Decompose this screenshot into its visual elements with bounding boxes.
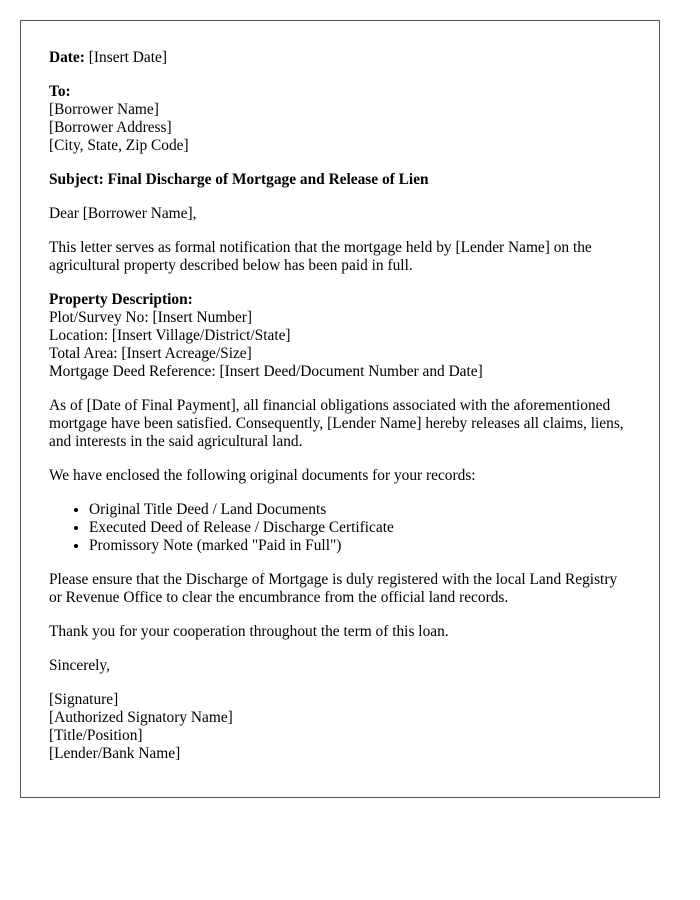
- closing: Sincerely,: [49, 657, 110, 674]
- recipient-city-state-zip: [City, State, Zip Code]: [49, 137, 189, 154]
- property-area-line: Total Area: [Insert Acreage/Size]: [49, 345, 252, 362]
- property-plot-line: Plot/Survey No: [Insert Number]: [49, 309, 253, 326]
- subject-line: [49, 171, 631, 189]
- enclosed-intro: We have enclosed the following original documents for your records:: [49, 467, 476, 484]
- recipient-block: [49, 83, 631, 155]
- recipient-address: [Borrower Address]: [49, 119, 172, 136]
- intro-paragraph: This letter serves as formal notification that the mortgage held by [Lender Name] on the agricultural property described below has been paid in full.: [49, 239, 592, 274]
- recipient-label: To:: [49, 83, 71, 100]
- date-line: [49, 49, 631, 67]
- letter-page: [20, 20, 660, 798]
- enclosed-documents-list: [49, 501, 631, 555]
- list-item: • Promissory Note (marked "Paid in Full"): [89, 537, 631, 555]
- property-description-block: [49, 291, 631, 381]
- registration-paragraph: Please ensure that the Discharge of Mortgage is duly registered with the local Land Registry or Revenue Office to clear the encumbrance from the official land records.: [49, 571, 618, 606]
- subject-text: Subject: Final Discharge of Mortgage and Release of Lien: [49, 171, 429, 188]
- recipient-name: [Borrower Name]: [49, 101, 159, 118]
- property-heading: Property Description:: [49, 291, 193, 308]
- release-paragraph: As of [Date of Final Payment], all financial obligations associated with the aforementioned mortgage have been satisfied. Consequently, [Lender Name] hereby releases all claims, liens, and interests in the said agricultural land.: [49, 397, 624, 450]
- property-location-line: Location: [Insert Village/District/State]: [49, 327, 291, 344]
- date-label: Date:: [49, 49, 85, 66]
- property-deed-line: Mortgage Deed Reference: [Insert Deed/Document Number and Date]: [49, 363, 483, 380]
- list-item: • Original Title Deed / Land Documents: [89, 501, 631, 519]
- signature-line: [Signature]: [49, 691, 119, 708]
- salutation: Dear [Borrower Name],: [49, 205, 197, 222]
- signature-block: [49, 691, 631, 763]
- signatory-title: [Title/Position]: [49, 727, 143, 744]
- lender-bank-name: [Lender/Bank Name]: [49, 745, 181, 762]
- signatory-name: [Authorized Signatory Name]: [49, 709, 233, 726]
- date-value: [Insert Date]: [84, 49, 167, 66]
- list-item: • Executed Deed of Release / Discharge Certificate: [89, 519, 631, 537]
- thanks-paragraph: Thank you for your cooperation throughout the term of this loan.: [49, 623, 449, 640]
